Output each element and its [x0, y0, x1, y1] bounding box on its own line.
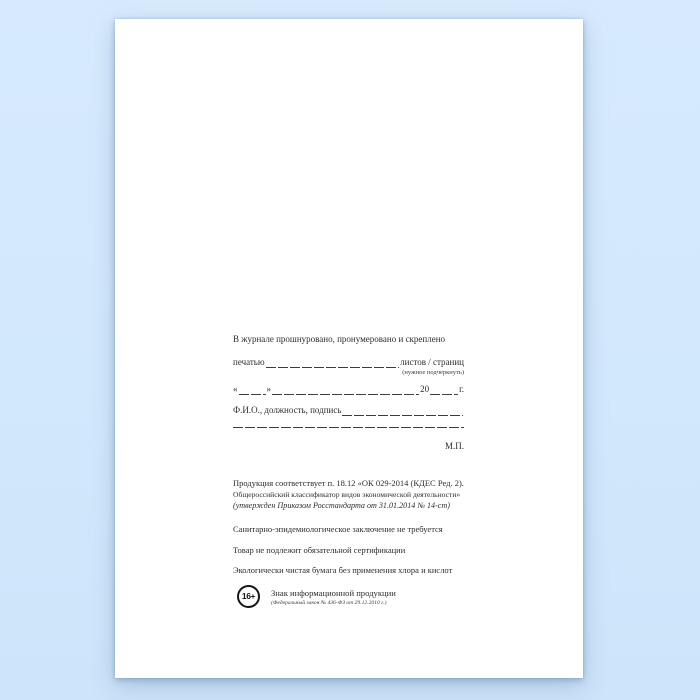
quote-close: »	[266, 384, 271, 394]
eco-paper-statement: Экологически чистая бумага без применения хлора и кислот	[233, 565, 453, 575]
date-row	[233, 384, 464, 395]
seal-label: печатью	[233, 357, 265, 367]
stamp-place-label: М.П.	[444, 441, 464, 451]
compliance-paragraph	[233, 478, 464, 512]
month-blank-line	[272, 386, 419, 395]
certification-statement: Товар не подлежит обязательной сертификации	[233, 545, 406, 555]
compliance-line-3: (утвержден Приказом Росстандарта от 31.01.2014 № 14-ст)	[233, 501, 450, 510]
sheets-count-blank-line	[266, 359, 400, 368]
stitched-statement-line: В журнале прошнуровано, пронумеровано и скреплено	[233, 334, 446, 344]
year-blank-line	[430, 386, 458, 395]
seal-sheets-row	[233, 357, 464, 368]
age-mark-text	[271, 585, 396, 607]
age-mark-row	[233, 585, 464, 608]
underline-instruction-note: (нужное подчеркнуть)	[402, 369, 464, 376]
age-mark-law-reference: (Федеральный закон № 436-ФЗ от 29.12.2010 г.)	[271, 600, 387, 606]
year-suffix: г.	[459, 384, 464, 394]
back-cover-text-block	[233, 334, 464, 608]
signature-blank-line	[233, 427, 464, 428]
day-blank-line	[239, 386, 266, 395]
quote-open: «	[233, 384, 238, 394]
fio-blank-line	[342, 407, 463, 416]
fio-row	[233, 405, 464, 416]
sheets-pages-label: листов / страниц	[400, 357, 464, 367]
compliance-line-2: Общероссийский классификатор видов экономической деятельности»	[233, 490, 461, 499]
year-prefix: 20	[420, 384, 430, 394]
compliance-line-1: Продукция соответствует п. 18.12 «ОК 029-2014 (КДЕС Ред. 2).	[233, 478, 464, 488]
age-mark-label: Знак информационной продукции	[271, 588, 396, 598]
sanitary-statement: Санитарно-эпидемиологическое заключение не требуется	[233, 524, 443, 534]
fio-label: Ф.И.О., должность, подпись	[233, 405, 342, 415]
journal-back-cover-page	[115, 19, 583, 678]
age-16plus-icon: 16+	[237, 585, 260, 608]
